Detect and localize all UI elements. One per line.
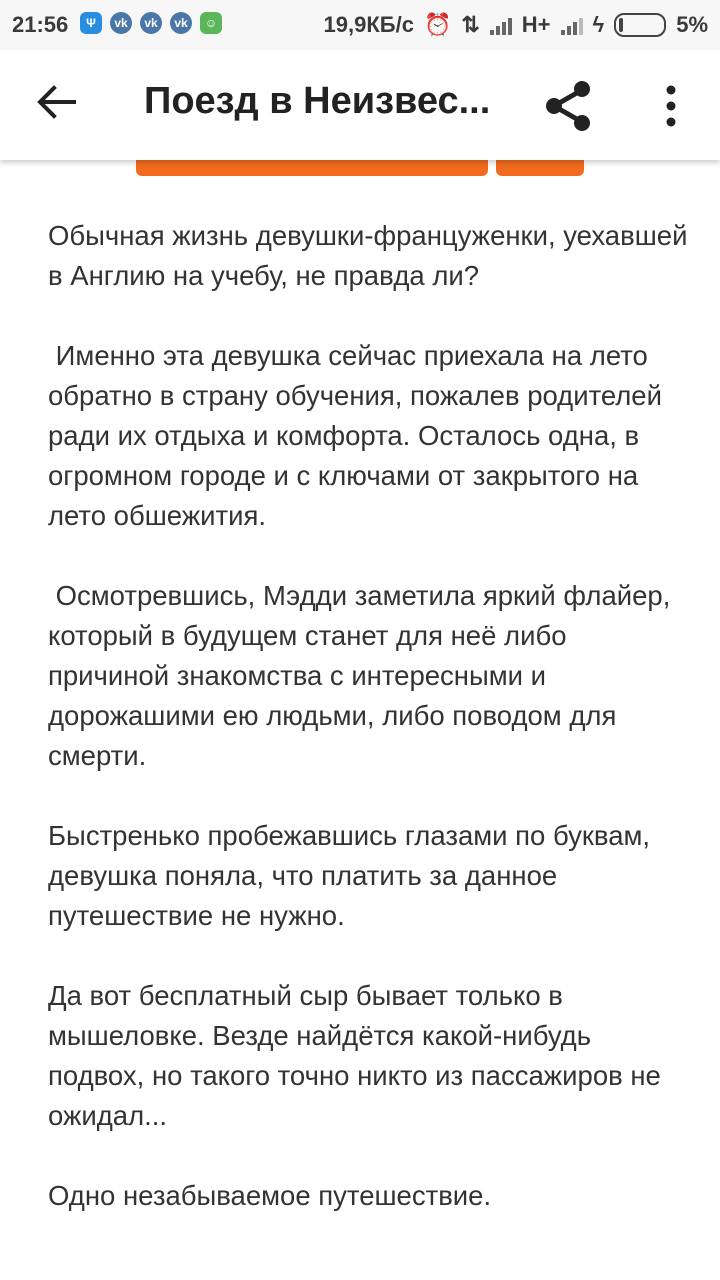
status-indicators: [324, 12, 708, 38]
more-options-icon[interactable]: [656, 84, 686, 128]
trident-icon: Ψ: [80, 12, 102, 34]
game-icon: ☺: [200, 12, 222, 34]
description-paragraph: Обычная жизнь девушки-француженки, уехавшей в Англию на учебу, не правда ли?: [48, 220, 696, 291]
back-arrow-icon[interactable]: [34, 80, 78, 124]
network-speed: 19,9КБ/с: [323, 12, 414, 37]
description-paragraph: Да вот бесплатный сыр бывает только в мышеловке. Везде найдётся какой-нибудь подвох, но такого точно никто из пассажиров не ожидал...: [48, 980, 669, 1131]
vk-icon: vk: [110, 12, 132, 34]
clock: 21:56: [12, 12, 69, 37]
data-transfer-icon: ⇅: [461, 12, 480, 37]
signal-icon: [490, 15, 512, 35]
charging-icon: ϟ: [592, 12, 605, 37]
vk-icon: vk: [140, 12, 162, 34]
battery-icon: [614, 13, 666, 37]
battery-level: 5%: [676, 12, 708, 37]
description-paragraph: Именно эта девушка сейчас приехала на лето обратно в страну обучения, пожалев родителей ради их отдыха и комфорта. Осталось одна, в огромном городе и с ключами от закрытого на лето обшежития.: [48, 340, 670, 531]
story-description: [48, 216, 696, 1256]
page-title: Поезд в Неизвес...: [144, 80, 491, 122]
app-bar: [0, 50, 720, 160]
description-paragraph: Одно незабываемое путешествие.: [48, 1180, 492, 1211]
description-paragraph: Осмотревшись, Мэдди заметила яркий флайер, который в будущем станет для неё либо причиной знакомства с интересными и дорожашими ею людьми, либо поводом для смерти.: [48, 580, 678, 771]
alarm-icon: ⏰: [423, 12, 452, 37]
share-icon[interactable]: [540, 78, 596, 134]
vk-icon: vk: [170, 12, 192, 34]
description-paragraph: Быстренько пробежавшись глазами по буквам, девушка поняла, что платить за данное путешествие не нужно.: [48, 820, 658, 931]
signal-icon: [561, 15, 583, 35]
network-type: H+: [521, 12, 551, 37]
notification-icons: [80, 12, 222, 34]
status-bar: [0, 0, 720, 50]
